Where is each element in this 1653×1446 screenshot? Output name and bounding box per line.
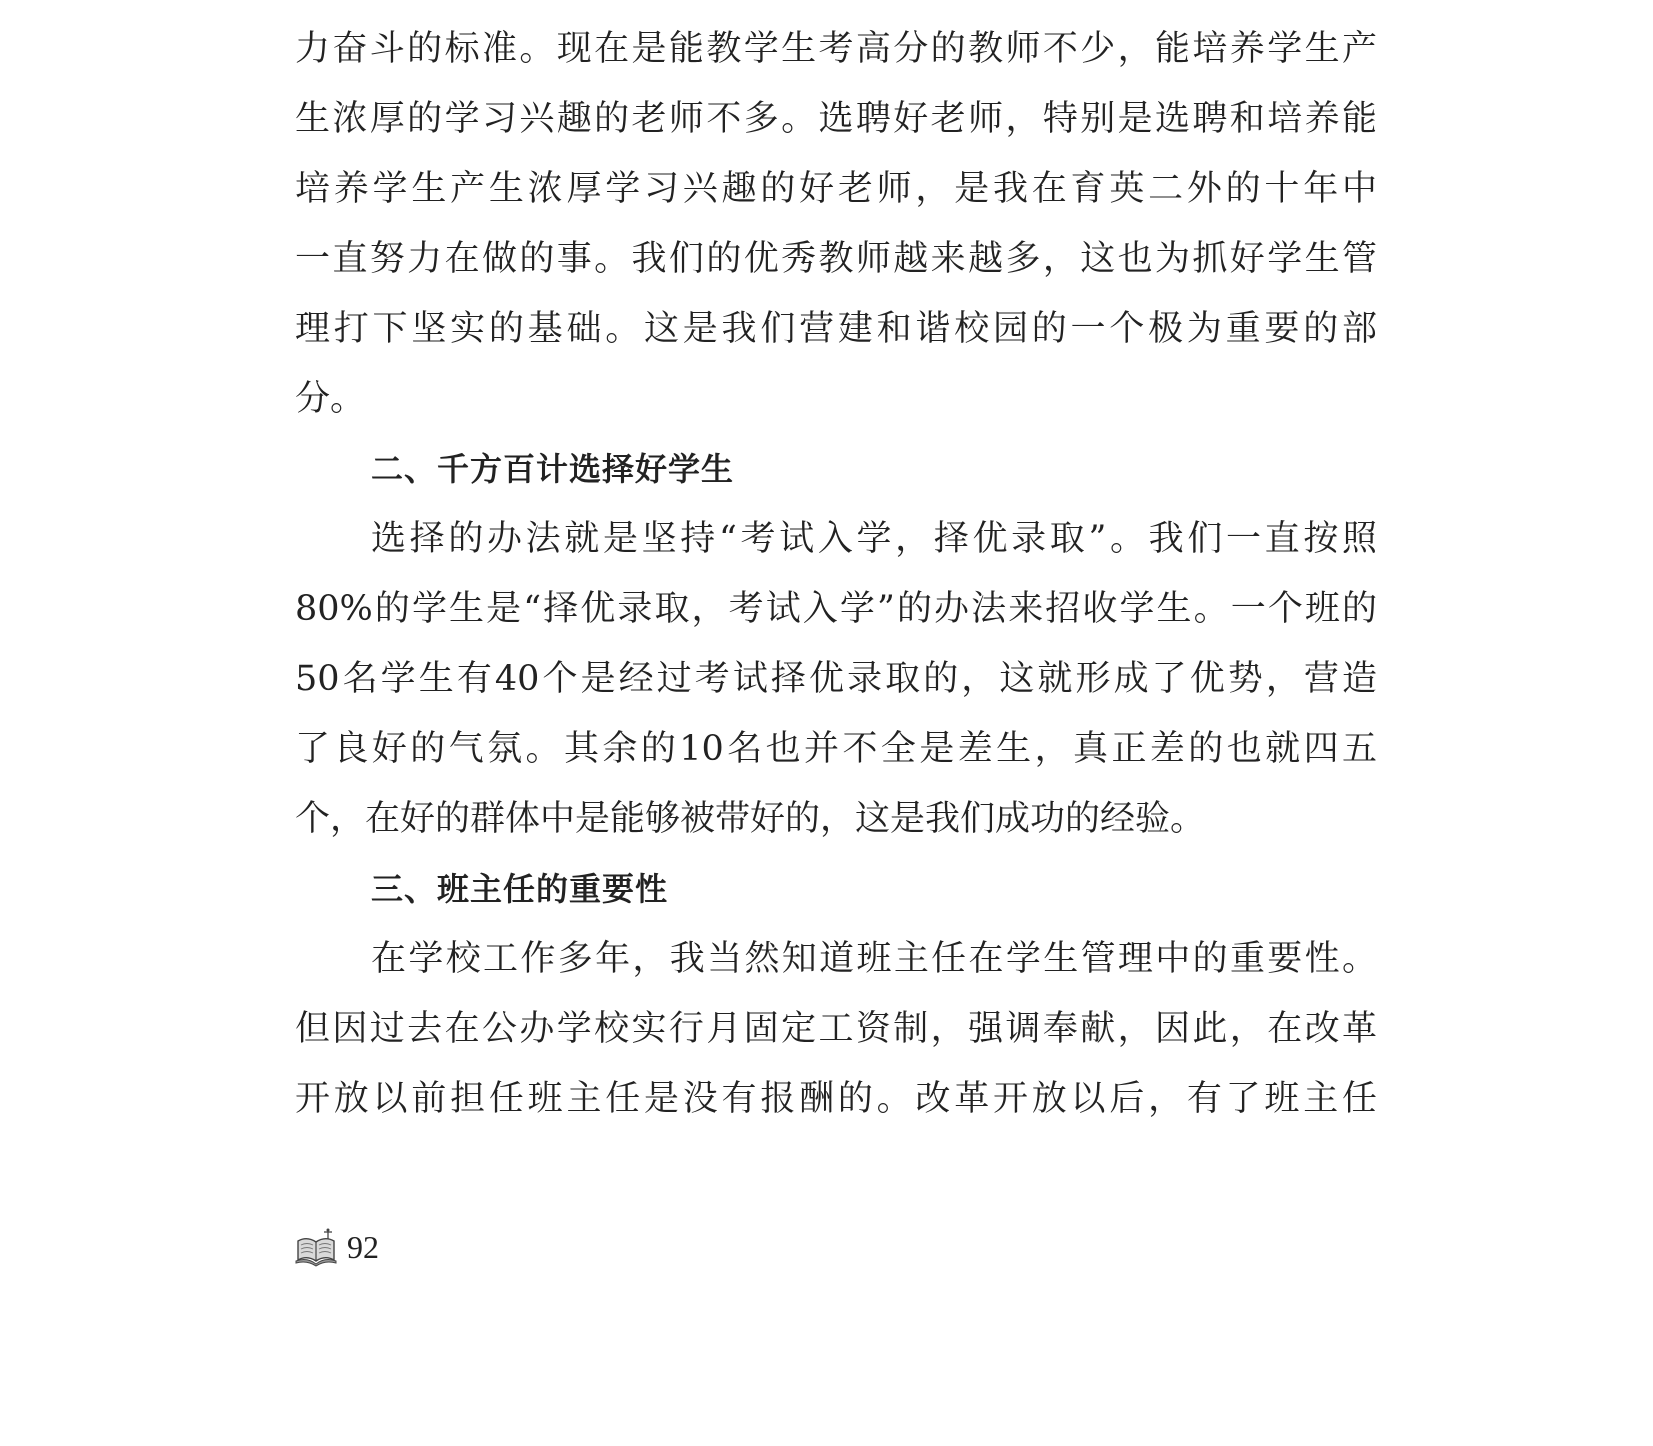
body-line: 个，在好的群体中是能够被带好的，这是我们成功的经验。	[295, 799, 1206, 839]
open-book-icon	[295, 1227, 337, 1267]
body-line: 了良好的气氛。其余的10名也并不全是差生，真正差的也就四五	[295, 729, 1377, 769]
page-footer	[295, 1224, 379, 1270]
body-line: 50名学生有40个是经过考试择优录取的，这就形成了优势，营造	[295, 659, 1377, 699]
page-body	[295, 14, 1377, 1134]
section-heading: 二、千方百计选择好学生	[371, 450, 735, 488]
body-line: 80%的学生是“择优录取，考试入学”的办法来招收学生。一个班的	[295, 589, 1377, 629]
body-line: 开放以前担任班主任是没有报酬的。改革开放以后，有了班主任	[295, 1079, 1377, 1119]
body-line: 但因过去在公办学校实行月固定工资制，强调奉献，因此，在改革	[295, 1009, 1377, 1049]
body-line: 在学校工作多年，我当然知道班主任在学生管理中的重要性。	[371, 939, 1377, 979]
body-line: 分。	[295, 379, 366, 419]
section-heading: 三、班主任的重要性	[371, 870, 669, 908]
body-line: 力奋斗的标准。现在是能教学生考高分的教师不少，能培养学生产	[295, 29, 1377, 69]
body-line: 培养学生产生浓厚学习兴趣的好老师，是我在育英二外的十年中	[295, 169, 1377, 209]
body-line: 理打下坚实的基础。这是我们营建和谐校园的一个极为重要的部	[295, 309, 1377, 349]
body-line: 一直努力在做的事。我们的优秀教师越来越多，这也为抓好学生管	[295, 239, 1377, 279]
page-number: 92	[347, 1228, 379, 1265]
body-line: 选择的办法就是坚持“考试入学，择优录取”。我们一直按照	[371, 519, 1377, 559]
body-line: 生浓厚的学习兴趣的老师不多。选聘好老师，特别是选聘和培养能	[295, 99, 1377, 139]
